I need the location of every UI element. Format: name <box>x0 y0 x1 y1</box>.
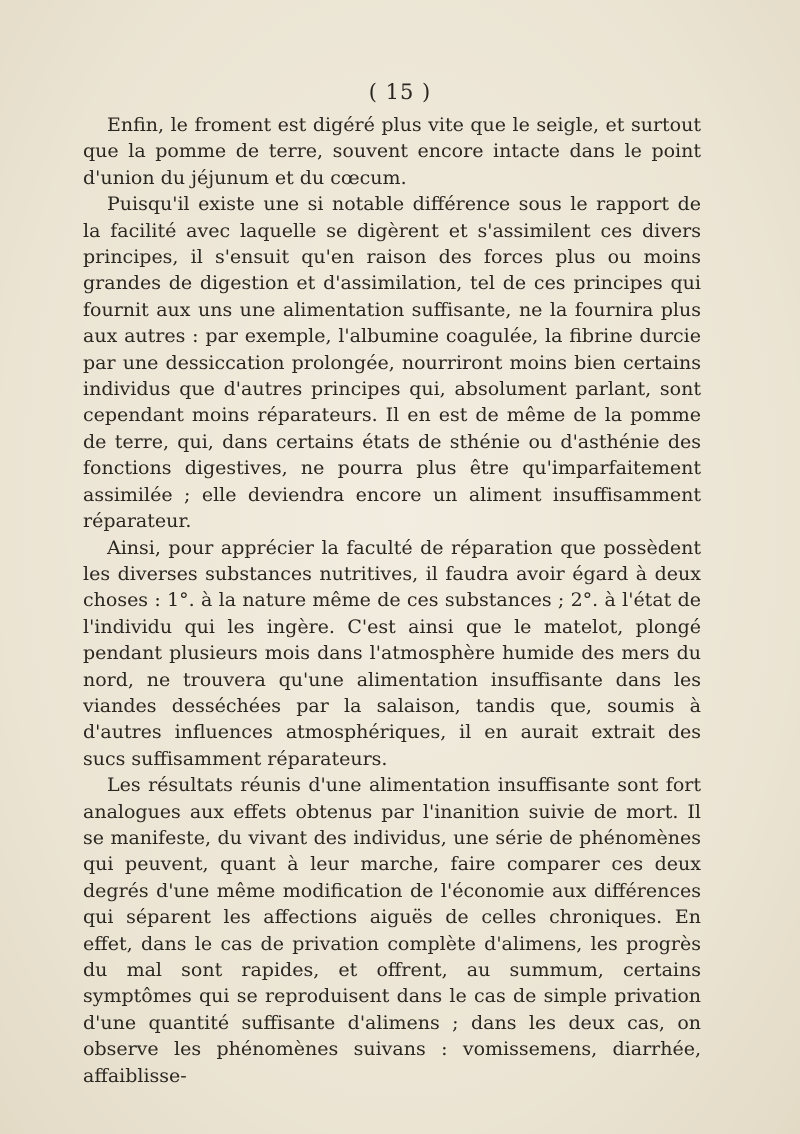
paragraph-4: Les résultats réunis d'une alimentation insuffisante sont fort analogues aux effets obtenus par l'inanition suivie de mort. Il se manifeste, du vivant des individus, une série de phénomènes qui peuvent, quant à leur marche, faire comparer ces deux degrés d'une même modification de l'économie aux différences qui séparent les affections aiguës de celles chroniques. En effet, dans le cas de privation complète d'alimens, les progrès du mal sont rapides, et offrent, au summum, certains symptômes qui se reproduisent dans le cas de simple privation d'une quantité suffisante d'alimens ; dans les deux cas, on observe les phénomènes suivans : vomissemens, diarrhée, affaiblisse- <box>83 774 701 1087</box>
paragraph-3: Ainsi, pour apprécier la faculté de réparation que possèdent les diverses substances nutritives, il faudra avoir égard à deux choses : 1°. à la nature même de ces substances ; 2°. à l'état de l'individu qui les ingère. C'est ainsi que le matelot, plongé pendant plusieurs mois dans l'atmosphère humide des mers du nord, ne trouvera qu'une alimentation insuffisante dans les viandes desséchées par la salaison, tandis que, soumis à d'autres influences atmosphériques, il en aurait extrait des sucs suffisamment réparateurs. <box>83 536 701 770</box>
body-text <box>83 112 701 1089</box>
paragraph-1: Enfin, le froment est digéré plus vite que le seigle, et surtout que la pomme de terre, souvent encore intacte dans le point d'union du jéjunum et du cœcum. <box>83 114 701 189</box>
paragraph-2: Puisqu'il existe une si notable différence sous le rapport de la facilité avec laquelle se digèrent et s'assimilent ces divers principes, il s'ensuit qu'en raison des forces plus ou moins grandes de digestion et d'assimilation, tel de ces principes qui fournit aux uns une alimentation suffisante, ne la fournira plus aux autres : par exemple, l'albumine coagulée, la fibrine durcie par une dessiccation prolongée, nourriront moins bien certains individus que d'autres principes qui, absolument parlant, sont cependant moins réparateurs. Il en est de même de la pomme de terre, qui, dans certains états de sthénie ou d'asthénie des fonctions digestives, ne pourra plus être qu'imparfaitement assimilée ; elle deviendra encore un aliment insuffisamment réparateur. <box>83 193 701 533</box>
page-number: ( 15 ) <box>368 80 432 104</box>
